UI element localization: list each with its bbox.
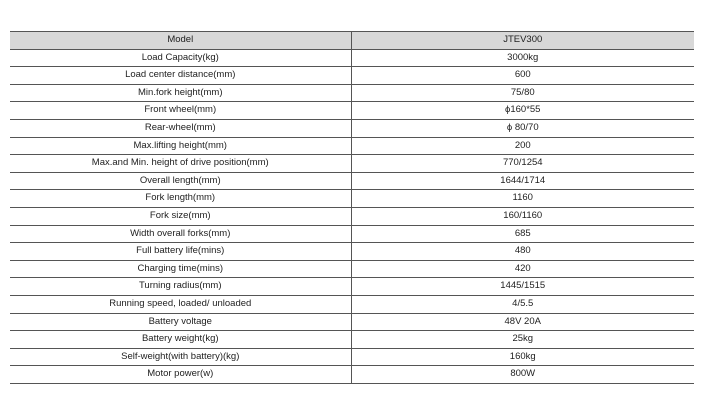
table-row <box>10 278 694 296</box>
spec-value: 200 <box>351 137 694 155</box>
table-row <box>10 331 694 349</box>
spec-value: 1160 <box>351 190 694 208</box>
header-model-label: Model <box>10 32 351 50</box>
spec-label: Self-weight(with battery)(kg) <box>10 348 351 366</box>
spec-value: 4/5.5 <box>351 295 694 313</box>
spec-label: Full battery life(mins) <box>10 243 351 261</box>
table-row <box>10 260 694 278</box>
spec-value: 48V 20A <box>351 313 694 331</box>
table-row <box>10 313 694 331</box>
spec-label: Load center distance(mm) <box>10 67 351 85</box>
spec-label: Rear-wheel(mm) <box>10 119 351 137</box>
spec-label: Battery weight(kg) <box>10 331 351 349</box>
spec-value: 160/1160 <box>351 207 694 225</box>
spec-label: Fork size(mm) <box>10 207 351 225</box>
table-row <box>10 84 694 102</box>
spec-value: 685 <box>351 225 694 243</box>
table-row <box>10 366 694 384</box>
spec-label: Fork length(mm) <box>10 190 351 208</box>
spec-value: 600 <box>351 67 694 85</box>
header-model-value: JTEV300 <box>351 32 694 50</box>
spec-value: 480 <box>351 243 694 261</box>
spec-label: Charging time(mins) <box>10 260 351 278</box>
table-row <box>10 190 694 208</box>
table-row <box>10 295 694 313</box>
spec-label: Battery voltage <box>10 313 351 331</box>
spec-value: 25kg <box>351 331 694 349</box>
table-row <box>10 225 694 243</box>
spec-value: 1445/1515 <box>351 278 694 296</box>
spec-label: Motor power(w) <box>10 366 351 384</box>
spec-value: 3000kg <box>351 49 694 67</box>
spec-table <box>10 31 694 384</box>
spec-value: 1644/1714 <box>351 172 694 190</box>
spec-value: 420 <box>351 260 694 278</box>
table-row <box>10 102 694 120</box>
table-row <box>10 119 694 137</box>
table-row <box>10 67 694 85</box>
spec-label: Width overall forks(mm) <box>10 225 351 243</box>
spec-label: Overall length(mm) <box>10 172 351 190</box>
spec-value: 770/1254 <box>351 155 694 173</box>
spec-value: 800W <box>351 366 694 384</box>
table-row <box>10 137 694 155</box>
spec-value: 75/80 <box>351 84 694 102</box>
spec-label: Running speed, loaded/ unloaded <box>10 295 351 313</box>
spec-label: Max.lifting height(mm) <box>10 137 351 155</box>
spec-label: Load Capacity(kg) <box>10 49 351 67</box>
spec-label: Front wheel(mm) <box>10 102 351 120</box>
table-row <box>10 348 694 366</box>
spec-value: ϕ 80/70 <box>351 119 694 137</box>
spec-label: Min.fork height(mm) <box>10 84 351 102</box>
table-row <box>10 155 694 173</box>
table-row <box>10 172 694 190</box>
table-row <box>10 49 694 67</box>
spec-value: 160kg <box>351 348 694 366</box>
table-row <box>10 243 694 261</box>
spec-label: Turning radius(mm) <box>10 278 351 296</box>
spec-value: ϕ160*55 <box>351 102 694 120</box>
header-row <box>10 32 694 50</box>
spec-body <box>10 49 694 383</box>
table-row <box>10 207 694 225</box>
spec-label: Max.and Min. height of drive position(mm) <box>10 155 351 173</box>
